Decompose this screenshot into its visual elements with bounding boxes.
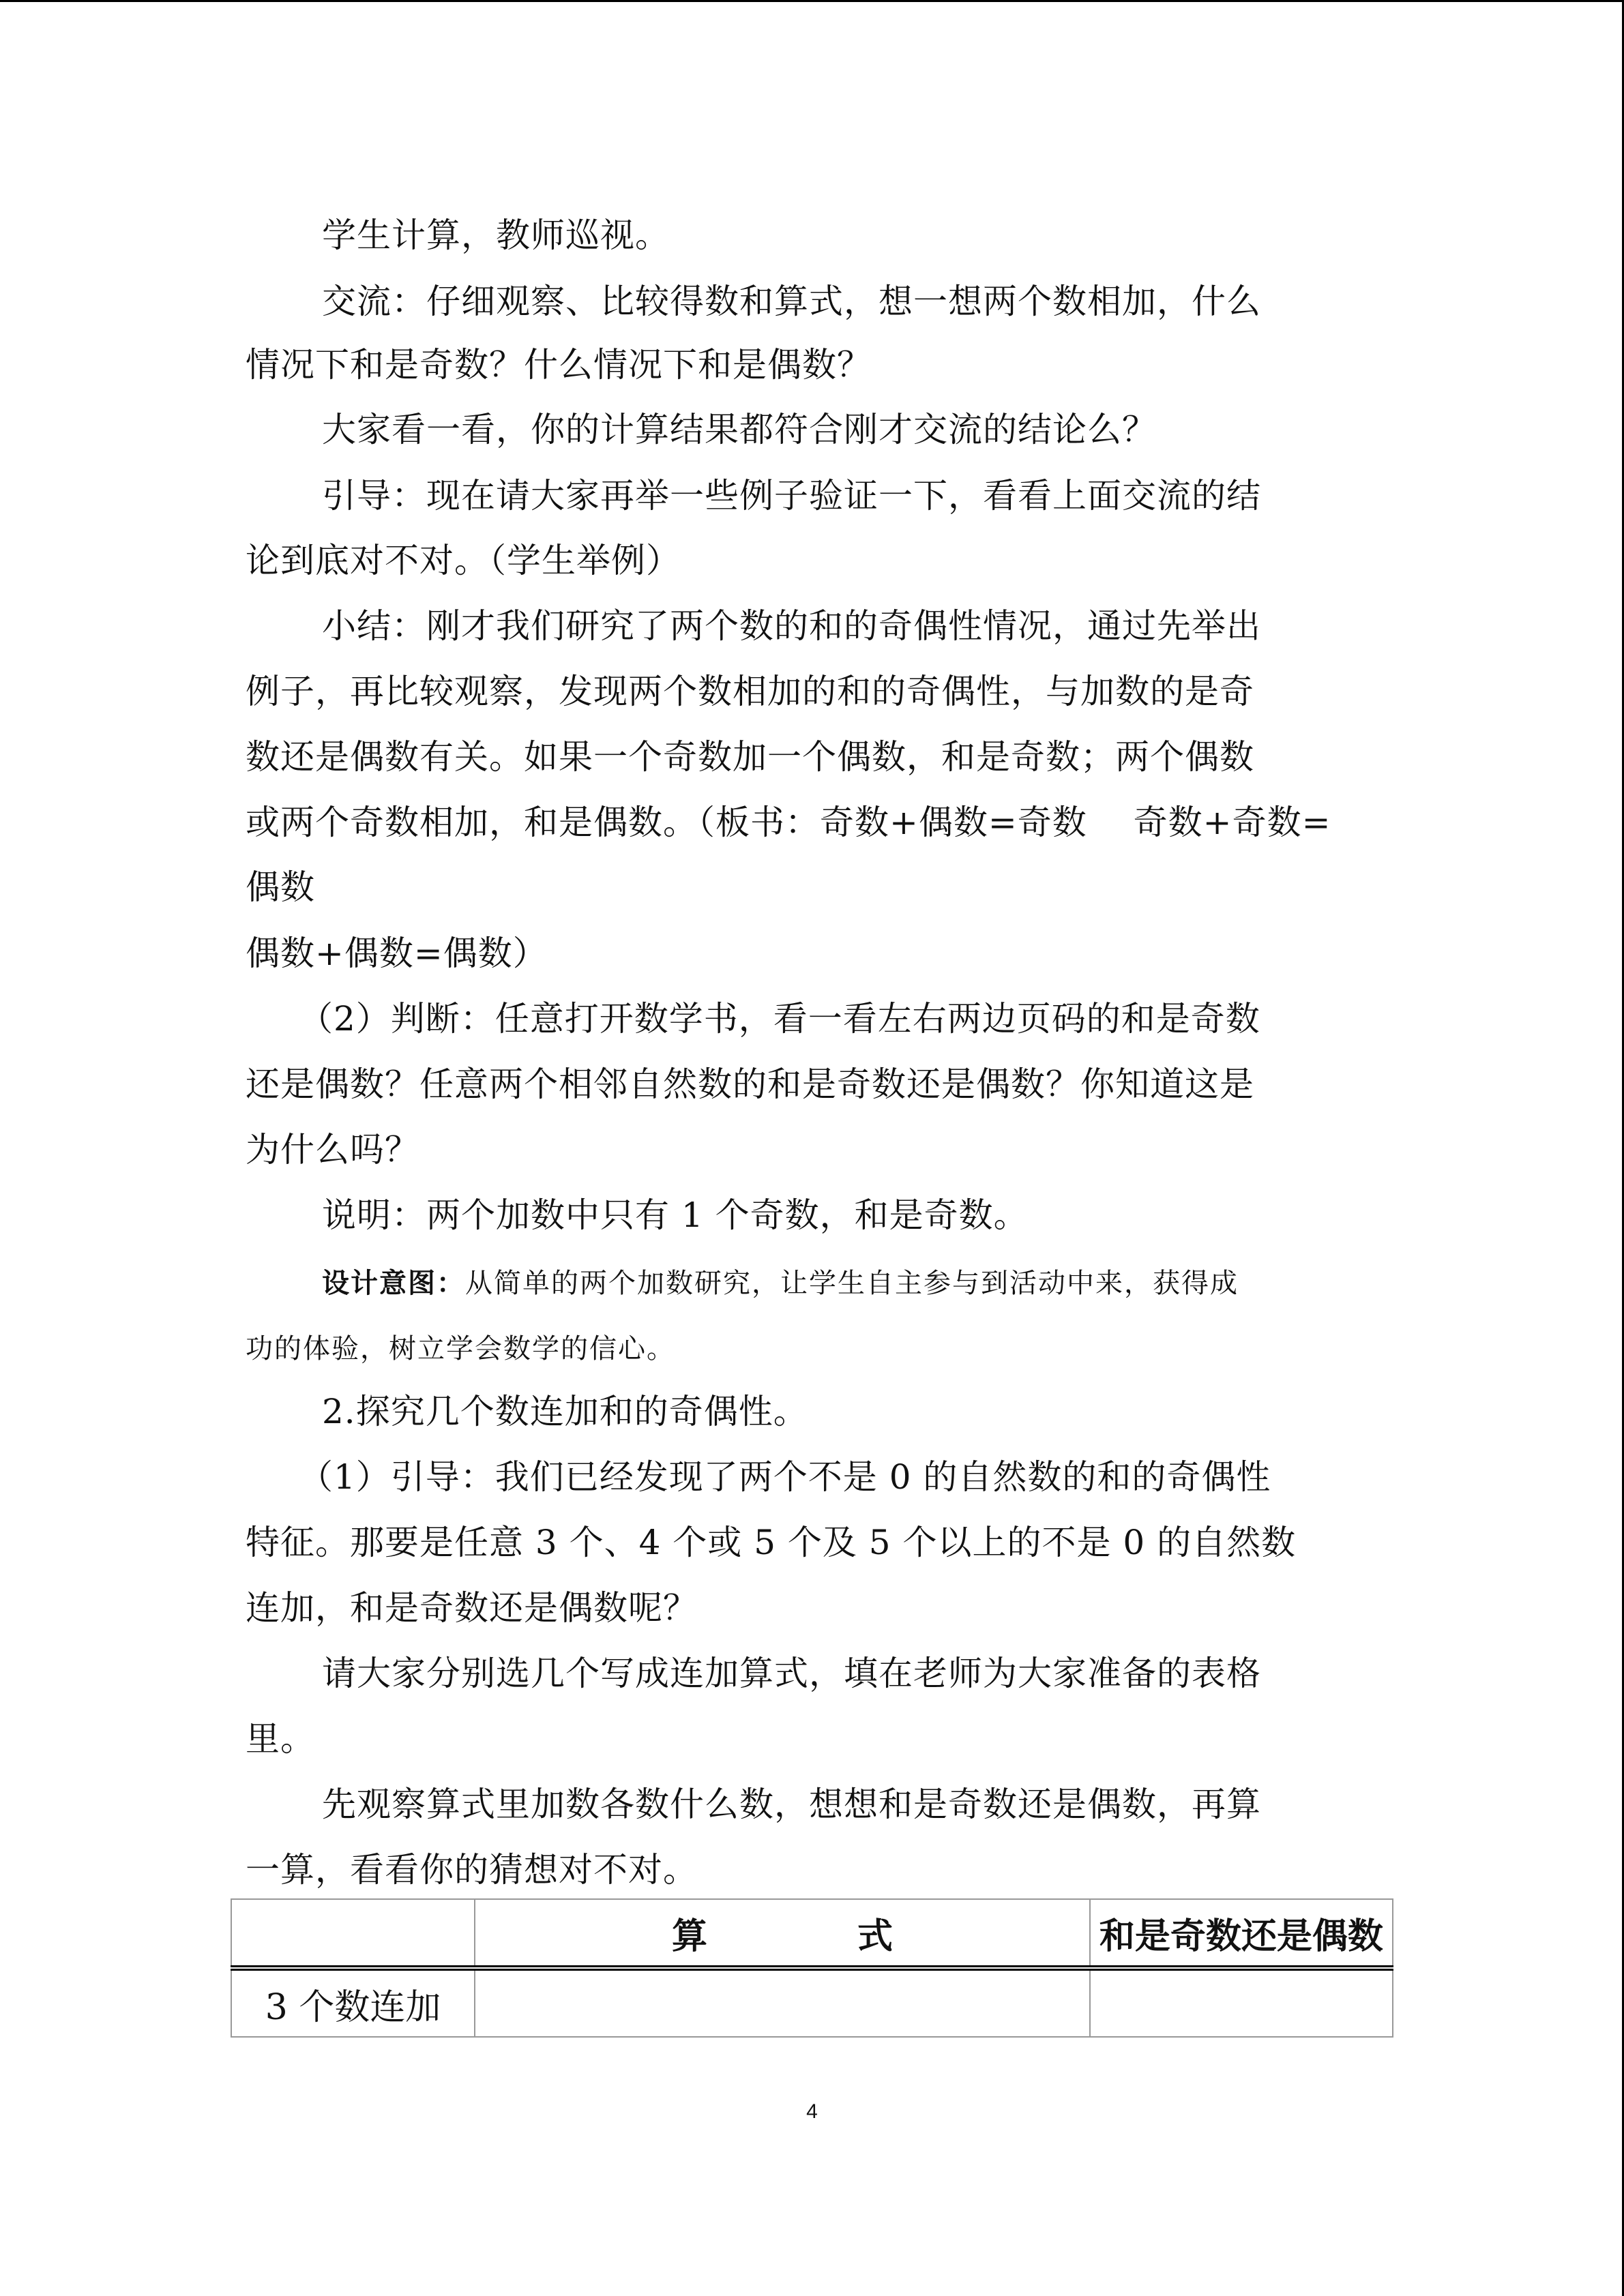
sum-parity-table [231,1898,1393,2038]
paragraph: 引导：现在请大家再举一些例子验证一下，看看上面交流的结 [322,476,1261,516]
table-header-row [231,1899,1393,1968]
paragraph-continuation: 论到底对不对。（学生举例） [246,541,681,580]
paragraph-continuation: 情况下和是奇数？什么情况下和是偶数？ [246,345,872,385]
section-heading: 2.探究几个数连加和的奇偶性。 [322,1392,808,1431]
note-text: 从简单的两个加数研究，让学生自主参与到活动中来，获得成 [465,1268,1239,1299]
paragraph-continuation: 偶数 [246,867,315,907]
paragraph-continuation: 数还是偶数有关。如果一个奇数加一个偶数，和是奇数；两个偶数 [246,737,1254,777]
paragraph-continuation: 例子，再比较观察，发现两个数相加的和的奇偶性，与加数的是奇 [246,672,1254,711]
paragraph-continuation: 里。 [246,1719,315,1759]
paragraph: （2）判断：任意打开数学书，看一看左右两边页码的和是奇数 [299,999,1260,1039]
paragraph-continuation: 一算，看看你的猜想对不对。 [246,1850,698,1890]
paragraph-continuation: 或两个奇数相加，和是偶数。（板书：奇数+偶数=奇数 奇数+奇数= [246,803,1331,842]
paragraph-continuation: 特征。那要是任意 3 个、4 个或 5 个及 5 个以上的不是 0 的自然数 [246,1523,1297,1562]
row-label: 3 个数连加 [231,1968,475,2037]
design-intent-note [322,1263,1239,1304]
page-number: 4 [806,2100,818,2123]
table-header-formula: 算式 [475,1899,1090,1968]
paragraph: 小结：刚才我们研究了两个数的和的奇偶性情况，通过先举出 [322,606,1261,646]
paragraph: 请大家分别选几个写成连加算式，填在老师为大家准备的表格 [322,1654,1261,1693]
paragraph: 先观察算式里加数各数什么数，想想和是奇数还是偶数，再算 [322,1785,1261,1824]
paragraph: 说明：两个加数中只有 1 个奇数，和是奇数。 [322,1195,1029,1235]
paragraph: 大家看一看，你的计算结果都符合刚才交流的结论么？ [322,410,1157,449]
note-label: 设计意图： [322,1267,465,1299]
paragraph-continuation: 连加，和是奇数还是偶数呢？ [246,1588,698,1628]
table-header-empty [231,1899,475,1968]
formula-cell[interactable] [475,1968,1090,2037]
paragraph: 学生计算，教师巡视。 [322,215,670,255]
design-intent-note-continuation: 功的体验，树立学会数学的信心。 [246,1333,675,1365]
paragraph-continuation: 为什么吗？ [246,1130,419,1169]
table-header-result: 和是奇数还是偶数 [1090,1899,1393,1968]
paragraph: （1）引导：我们已经发现了两个不是 0 的自然数的和的奇偶性 [299,1457,1271,1497]
result-cell[interactable] [1090,1968,1393,2037]
paragraph-continuation: 还是偶数？任意两个相邻自然数的和是奇数还是偶数？你知道这是 [246,1064,1254,1104]
paragraph-continuation: 偶数+偶数=偶数） [246,934,548,973]
table-row [231,1968,1393,2037]
paragraph: 交流：仔细观察、比较得数和算式，想一想两个数相加，什么 [322,282,1261,321]
